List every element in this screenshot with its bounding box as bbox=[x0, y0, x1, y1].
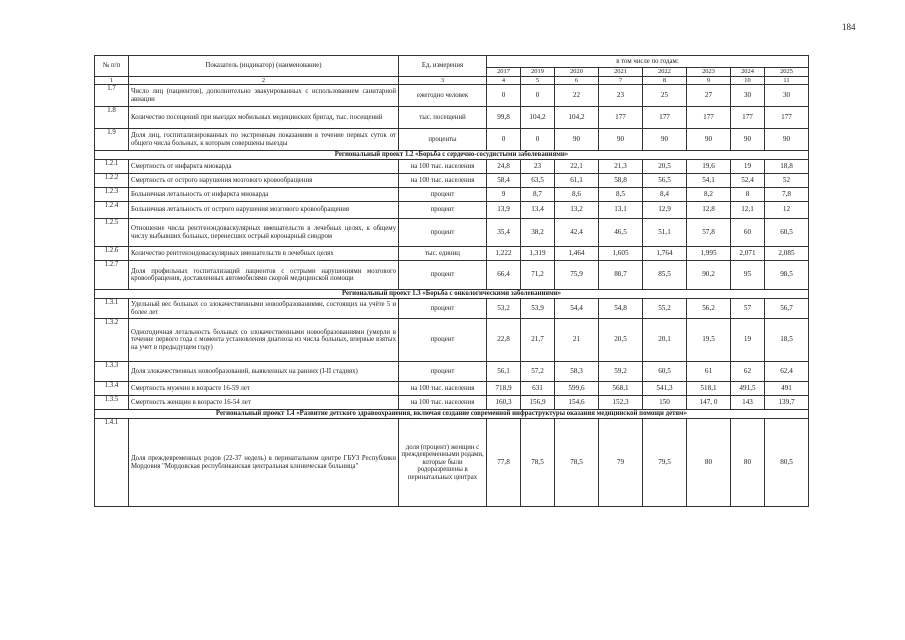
value-cell: 19,6 bbox=[687, 160, 731, 174]
unit-cell: процент bbox=[399, 188, 487, 202]
table-row bbox=[95, 129, 809, 151]
indicator-name: Доля лиц, госпитализированных по экстренным показаниям в течение первых суток от общего числа больных, к которым совершены выезды bbox=[129, 129, 399, 151]
value-cell: 18,5 bbox=[765, 319, 809, 362]
unit-cell: процент bbox=[399, 319, 487, 362]
unit-cell: ежегодно человек bbox=[399, 85, 487, 107]
row-number: 1.2.2 bbox=[95, 174, 129, 188]
value-cell: 12,8 bbox=[687, 202, 731, 219]
header-years-title: в том числе по годам: bbox=[487, 56, 809, 68]
value-cell: 8,2 bbox=[687, 188, 731, 202]
value-cell: 99,8 bbox=[487, 107, 521, 129]
value-cell: 9 bbox=[487, 188, 521, 202]
value-cell: 66,4 bbox=[487, 261, 521, 290]
value-cell: 8,4 bbox=[643, 188, 687, 202]
unit-cell: процент bbox=[399, 299, 487, 319]
indicator-name: Одногодичная летальность больных со злокачественными новообразованиями (умерли в течение первого года с момента установления диагноза из числа больных, впервые взятых на учет в предыдущем году) bbox=[129, 319, 399, 362]
value-cell: 95 bbox=[731, 261, 765, 290]
header-col-index: 8 bbox=[643, 76, 687, 85]
table-row bbox=[95, 396, 809, 410]
value-cell: 53,9 bbox=[521, 299, 555, 319]
value-cell: 13,1 bbox=[599, 202, 643, 219]
header-col-unit: Ед. измерения bbox=[399, 56, 487, 77]
value-cell: 12,9 bbox=[643, 202, 687, 219]
row-number: 1.2.7 bbox=[95, 261, 129, 290]
indicator-name: Доля профильных госпитализаций пациентов с острыми нарушениями мозгового кровообращения, доставленных автомобилями скорой медицинской помощи bbox=[129, 261, 399, 290]
header-col-index: 6 bbox=[555, 76, 599, 85]
unit-cell: на 100 тыс. населения bbox=[399, 396, 487, 410]
table-row bbox=[95, 219, 809, 247]
value-cell: 2,085 bbox=[765, 247, 809, 261]
value-cell: 0 bbox=[487, 85, 521, 107]
row-number: 1.3.1 bbox=[95, 299, 129, 319]
value-cell: 13,9 bbox=[487, 202, 521, 219]
value-cell: 56,1 bbox=[487, 362, 521, 382]
row-number: 1.3.4 bbox=[95, 382, 129, 396]
header-year: 2023 bbox=[687, 68, 731, 77]
row-number: 1.7 bbox=[95, 85, 129, 107]
value-cell: 12,1 bbox=[731, 202, 765, 219]
header-col-index: 7 bbox=[599, 76, 643, 85]
value-cell: 150 bbox=[643, 396, 687, 410]
indicator-name: Больничная летальность от острого нарушения мозгового кровообращения bbox=[129, 202, 399, 219]
unit-cell: процент bbox=[399, 202, 487, 219]
section-row bbox=[95, 290, 809, 299]
value-cell: 61 bbox=[687, 362, 731, 382]
section-title: Региональный проект 1.3 «Борьба с онкологическими заболеваниями» bbox=[95, 290, 809, 299]
header-col-index: 11 bbox=[765, 76, 809, 85]
value-cell: 51,1 bbox=[643, 219, 687, 247]
value-cell: 7,8 bbox=[765, 188, 809, 202]
indicator-name: Удельный вес больных со злокачественными новообразованиями, состоящих на учёте 5 и более лет bbox=[129, 299, 399, 319]
header-col-index: 1 bbox=[95, 76, 129, 85]
value-cell: 62 bbox=[731, 362, 765, 382]
unit-cell: проценты bbox=[399, 129, 487, 151]
value-cell: 30 bbox=[731, 85, 765, 107]
section-title: Региональный проект 1.4 «Развитие детского здравоохранения, включая создание современной инфраструктуры оказания медицинской помощи детям» bbox=[95, 410, 809, 419]
value-cell: 718,9 bbox=[487, 382, 521, 396]
value-cell: 52 bbox=[765, 174, 809, 188]
header-col-index: 3 bbox=[399, 76, 487, 85]
header-year: 2017 bbox=[487, 68, 521, 77]
value-cell: 78,5 bbox=[555, 419, 599, 507]
indicator-name: Доля злокачественных новообразований, выявленных на ранних (I-II стадиях) bbox=[129, 362, 399, 382]
value-cell: 42,4 bbox=[555, 219, 599, 247]
value-cell: 90 bbox=[731, 129, 765, 151]
value-cell: 8,5 bbox=[599, 188, 643, 202]
row-number: 1.2.3 bbox=[95, 188, 129, 202]
header-col-index: 4 bbox=[487, 76, 521, 85]
value-cell: 54,1 bbox=[687, 174, 731, 188]
header-col-number: № п/п bbox=[95, 56, 129, 77]
value-cell: 79 bbox=[599, 419, 643, 507]
value-cell: 79,5 bbox=[643, 419, 687, 507]
value-cell: 19,5 bbox=[687, 319, 731, 362]
unit-cell: на 100 тыс. населения bbox=[399, 174, 487, 188]
unit-cell: на 100 тыс. населения bbox=[399, 160, 487, 174]
unit-cell: на 100 тыс. населения bbox=[399, 382, 487, 396]
header-year: 2019 bbox=[521, 68, 555, 77]
value-cell: 90 bbox=[599, 129, 643, 151]
value-cell: 8 bbox=[731, 188, 765, 202]
value-cell: 177 bbox=[687, 107, 731, 129]
indicator-name: Доля преждевременных родов (22-37 недель) в перинатальном центре ГБУЗ Республики Мордовия "Мордовская республиканская центральная клиническая больница" bbox=[129, 419, 399, 507]
value-cell: 90 bbox=[555, 129, 599, 151]
value-cell: 1,995 bbox=[687, 247, 731, 261]
value-cell: 177 bbox=[731, 107, 765, 129]
header-col-index: 5 bbox=[521, 76, 555, 85]
value-cell: 22 bbox=[555, 85, 599, 107]
row-number: 1.8 bbox=[95, 107, 129, 129]
value-cell: 54,4 bbox=[555, 299, 599, 319]
value-cell: 57 bbox=[731, 299, 765, 319]
value-cell: 30 bbox=[765, 85, 809, 107]
value-cell: 599,6 bbox=[555, 382, 599, 396]
value-cell: 0 bbox=[521, 85, 555, 107]
value-cell: 90,2 bbox=[687, 261, 731, 290]
unit-cell: процент bbox=[399, 261, 487, 290]
value-cell: 147, 0 bbox=[687, 396, 731, 410]
value-cell: 38,2 bbox=[521, 219, 555, 247]
value-cell: 27 bbox=[687, 85, 731, 107]
value-cell: 56,7 bbox=[765, 299, 809, 319]
value-cell: 58,3 bbox=[555, 362, 599, 382]
value-cell: 139,7 bbox=[765, 396, 809, 410]
value-cell: 80,7 bbox=[599, 261, 643, 290]
value-cell: 90 bbox=[643, 129, 687, 151]
table-row bbox=[95, 319, 809, 362]
indicator-name: Количество посещений при выездах мобильных медицинских бригад, тыс. посещений bbox=[129, 107, 399, 129]
value-cell: 80 bbox=[687, 419, 731, 507]
table-row bbox=[95, 174, 809, 188]
indicators-table bbox=[94, 55, 809, 507]
value-cell: 160,3 bbox=[487, 396, 521, 410]
value-cell: 541,3 bbox=[643, 382, 687, 396]
value-cell: 631 bbox=[521, 382, 555, 396]
table-row bbox=[95, 202, 809, 219]
value-cell: 18,8 bbox=[765, 160, 809, 174]
header-col-index: 10 bbox=[731, 76, 765, 85]
value-cell: 75,9 bbox=[555, 261, 599, 290]
table-row bbox=[95, 362, 809, 382]
value-cell: 98,5 bbox=[765, 261, 809, 290]
table-row bbox=[95, 188, 809, 202]
value-cell: 491,5 bbox=[731, 382, 765, 396]
value-cell: 104,2 bbox=[555, 107, 599, 129]
value-cell: 60,5 bbox=[643, 362, 687, 382]
value-cell: 80,5 bbox=[765, 419, 809, 507]
row-number: 1.3.2 bbox=[95, 319, 129, 362]
header-year: 2024 bbox=[731, 68, 765, 77]
indicator-name: Больничная летальность от инфаркта миокарда bbox=[129, 188, 399, 202]
indicator-name: Число лиц (пациентов), дополнительно эвакуированных с использованием санитарной авиации bbox=[129, 85, 399, 107]
value-cell: 19 bbox=[731, 319, 765, 362]
value-cell: 24,8 bbox=[487, 160, 521, 174]
value-cell: 177 bbox=[599, 107, 643, 129]
table-row bbox=[95, 299, 809, 319]
value-cell: 56,2 bbox=[687, 299, 731, 319]
page-number: 184 bbox=[842, 22, 856, 32]
value-cell: 1,764 bbox=[643, 247, 687, 261]
value-cell: 53,2 bbox=[487, 299, 521, 319]
value-cell: 152,3 bbox=[599, 396, 643, 410]
indicator-name: Количество рентгенэндоваскулярных вмешательств в лечебных целях bbox=[129, 247, 399, 261]
value-cell: 13,2 bbox=[555, 202, 599, 219]
value-cell: 58,4 bbox=[487, 174, 521, 188]
value-cell: 21,3 bbox=[599, 160, 643, 174]
table-row bbox=[95, 382, 809, 396]
value-cell: 8,6 bbox=[555, 188, 599, 202]
value-cell: 518,1 bbox=[687, 382, 731, 396]
value-cell: 20,5 bbox=[599, 319, 643, 362]
value-cell: 77,8 bbox=[487, 419, 521, 507]
value-cell: 1,605 bbox=[599, 247, 643, 261]
header-col-index: 9 bbox=[687, 76, 731, 85]
value-cell: 78,5 bbox=[521, 419, 555, 507]
value-cell: 2,071 bbox=[731, 247, 765, 261]
value-cell: 61,1 bbox=[555, 174, 599, 188]
indicator-name: Смертность мужчин в возрасте 16-59 лет bbox=[129, 382, 399, 396]
value-cell: 12 bbox=[765, 202, 809, 219]
value-cell: 13,4 bbox=[521, 202, 555, 219]
value-cell: 0 bbox=[487, 129, 521, 151]
header-year: 2021 bbox=[599, 68, 643, 77]
table-row bbox=[95, 247, 809, 261]
indicator-name: Смертность женщин в возрасте 16-54 лет bbox=[129, 396, 399, 410]
value-cell: 57,2 bbox=[521, 362, 555, 382]
value-cell: 21,7 bbox=[521, 319, 555, 362]
row-number: 1.2.5 bbox=[95, 219, 129, 247]
value-cell: 8,7 bbox=[521, 188, 555, 202]
unit-cell: процент bbox=[399, 219, 487, 247]
indicator-name: Отношение числа рентгенэндоваскулярных вмешательств в лечебных целях, к общему числу выбывших больных, перенесших острый коронарный синдром bbox=[129, 219, 399, 247]
value-cell: 90 bbox=[765, 129, 809, 151]
value-cell: 21 bbox=[555, 319, 599, 362]
table-row bbox=[95, 85, 809, 107]
value-cell: 58,8 bbox=[599, 174, 643, 188]
row-number: 1.2.4 bbox=[95, 202, 129, 219]
row-number: 1.2.1 bbox=[95, 160, 129, 174]
value-cell: 62,4 bbox=[765, 362, 809, 382]
header-year: 2020 bbox=[555, 68, 599, 77]
value-cell: 23 bbox=[599, 85, 643, 107]
value-cell: 104,2 bbox=[521, 107, 555, 129]
unit-cell: тыс. единиц bbox=[399, 247, 487, 261]
row-number: 1.9 bbox=[95, 129, 129, 151]
value-cell: 491 bbox=[765, 382, 809, 396]
header-col-index: 2 bbox=[129, 76, 399, 85]
value-cell: 90 bbox=[687, 129, 731, 151]
value-cell: 35,4 bbox=[487, 219, 521, 247]
section-row bbox=[95, 151, 809, 160]
value-cell: 23 bbox=[521, 160, 555, 174]
value-cell: 52,4 bbox=[731, 174, 765, 188]
value-cell: 568,1 bbox=[599, 382, 643, 396]
value-cell: 1,319 bbox=[521, 247, 555, 261]
section-row bbox=[95, 410, 809, 419]
value-cell: 80 bbox=[731, 419, 765, 507]
value-cell: 156,9 bbox=[521, 396, 555, 410]
value-cell: 0 bbox=[521, 129, 555, 151]
value-cell: 154,6 bbox=[555, 396, 599, 410]
header-year: 2022 bbox=[643, 68, 687, 77]
value-cell: 20,1 bbox=[643, 319, 687, 362]
value-cell: 60 bbox=[731, 219, 765, 247]
value-cell: 143 bbox=[731, 396, 765, 410]
value-cell: 25 bbox=[643, 85, 687, 107]
value-cell: 63,5 bbox=[521, 174, 555, 188]
value-cell: 55,2 bbox=[643, 299, 687, 319]
value-cell: 177 bbox=[765, 107, 809, 129]
value-cell: 60,5 bbox=[765, 219, 809, 247]
row-number: 1.2.6 bbox=[95, 247, 129, 261]
unit-cell: процент bbox=[399, 362, 487, 382]
value-cell: 177 bbox=[643, 107, 687, 129]
value-cell: 46,5 bbox=[599, 219, 643, 247]
header-col-indicator: Показатель (индикатор) (наименование) bbox=[129, 56, 399, 77]
section-title: Региональный проект 1.2 «Борьба с сердечно-сосудистыми заболеваниями» bbox=[95, 151, 809, 160]
table-row bbox=[95, 160, 809, 174]
indicator-name: Смертность от инфаркта миокарда bbox=[129, 160, 399, 174]
value-cell: 56,5 bbox=[643, 174, 687, 188]
value-cell: 1,464 bbox=[555, 247, 599, 261]
table-row bbox=[95, 261, 809, 290]
unit-cell: доля (процент) женщин с преждевременными родами, которые были родоразрешены в перинатальных центрах bbox=[399, 419, 487, 507]
value-cell: 57,8 bbox=[687, 219, 731, 247]
header-year: 2025 bbox=[765, 68, 809, 77]
value-cell: 54,8 bbox=[599, 299, 643, 319]
unit-cell: тыс. посещений bbox=[399, 107, 487, 129]
table-row bbox=[95, 107, 809, 129]
value-cell: 22,1 bbox=[555, 160, 599, 174]
row-number: 1.3.5 bbox=[95, 396, 129, 410]
value-cell: 20,5 bbox=[643, 160, 687, 174]
value-cell: 59,2 bbox=[599, 362, 643, 382]
row-number: 1.3.3 bbox=[95, 362, 129, 382]
value-cell: 19 bbox=[731, 160, 765, 174]
value-cell: 85,5 bbox=[643, 261, 687, 290]
row-number: 1.4.1 bbox=[95, 419, 129, 507]
value-cell: 22,8 bbox=[487, 319, 521, 362]
indicator-name: Смертность от острого нарушения мозгового кровообращения bbox=[129, 174, 399, 188]
table-row bbox=[95, 419, 809, 507]
value-cell: 71,2 bbox=[521, 261, 555, 290]
value-cell: 1,222 bbox=[487, 247, 521, 261]
